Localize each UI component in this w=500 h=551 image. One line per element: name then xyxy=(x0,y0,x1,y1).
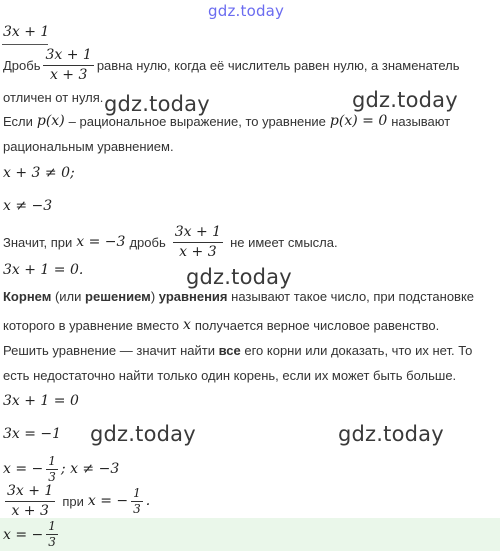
no-meaning-line: Значит, при x = −3 дробь $\frac{3x + 1}{x + 3}$ не имеет смысла. xyxy=(3,223,338,260)
solve-definition-line-2: есть недостаточно найти только один корень, если их может быть больше. xyxy=(3,368,457,383)
text-rational-equation: рациональным уравнением. xyxy=(3,139,174,154)
root-definition-line: Корнем (или решением) уравнения называют такое число, при подстановке xyxy=(3,289,475,304)
watermark: gdz.today xyxy=(186,265,292,289)
math-solution-line: x = − $\frac{1}{3}$ ; x ≠ −3 xyxy=(3,453,120,484)
text-drob: Дробь xyxy=(3,57,41,73)
math-equation-1: 3x + 1 = 0. xyxy=(3,262,84,278)
watermark: gdz.today xyxy=(338,422,444,446)
watermark: gdz.today xyxy=(352,88,458,112)
math-equation-2: 3x + 1 = 0 xyxy=(3,393,79,409)
math-check-line: $\frac{3x + 1}{x + 3}$ при x = − $\frac{1}{3}$ . xyxy=(7,482,151,519)
root-definition-line-2: которого в уравнение вместо x получается верное числовое равенство. xyxy=(3,317,440,333)
math-equation-3: 3x = −1 xyxy=(3,426,62,442)
math-answer-line: x = − $\frac{1}{3}$ xyxy=(3,519,56,549)
watermark: gdz.today xyxy=(104,92,210,116)
text-nonzero: отличен от нуля. xyxy=(3,90,104,105)
math-top-fraction-numerator: 3x + 1 xyxy=(3,24,50,40)
fraction-zero-condition-line xyxy=(3,44,460,86)
answer-band xyxy=(0,518,500,551)
watermark-top: gdz.today xyxy=(208,2,285,20)
text-zero-condition: равна нулю, когда её числитель равен нулю, а знаменатель xyxy=(96,57,460,73)
math-fraction: $\frac{3x + 1}{x + 3}$ xyxy=(45,46,92,83)
math-inequality-1: x + 3 ≠ 0; xyxy=(3,165,75,181)
watermark: gdz.today xyxy=(90,422,196,446)
solve-definition-line: Решить уравнение — значит найти все его корни или доказать, что их нет. То xyxy=(3,343,473,358)
rational-definition-line: Если p(x) – рациональное выражение, то уравнение p(x) = 0 называют xyxy=(3,113,451,129)
math-inequality-2: x ≠ −3 xyxy=(3,198,53,214)
